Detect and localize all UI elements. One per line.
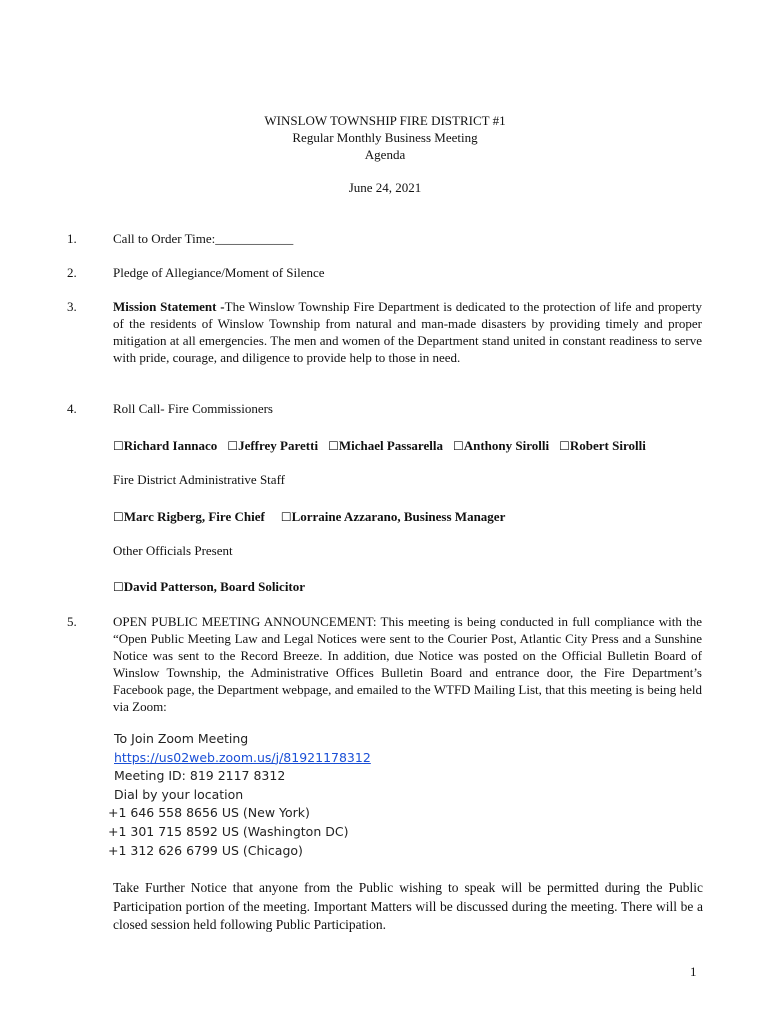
checkbox-icon[interactable]: ☐ (280, 510, 292, 524)
item-text: Pledge of Allegiance/Moment of Silence (113, 265, 325, 280)
official-entry[interactable]: ☐David Patterson, Board Solicitor (113, 579, 306, 594)
commissioner-entry[interactable]: ☐Anthony Sirolli (452, 438, 550, 453)
item-text: Roll Call- Fire Commissioners (113, 401, 273, 416)
zoom-details (108, 730, 371, 860)
checkbox-icon[interactable]: ☐ (113, 439, 124, 453)
public-participation-notice: Take Further Notice that anyone from the Public wishing to speak will be permitted during the Public Participation portion of the meeting. Important Matters will be discussed during the meeting. There will be a closed session held following Public Participation. (113, 880, 703, 932)
item-number: 3. (67, 299, 77, 314)
page-number: 1 (690, 964, 697, 979)
mission-text: The Winslow Township Fire Department is dedicated to the protection of life and property of the residents of Winslow Township from natural and man-made disasters by providing timely and proper mitigation at all emergencies. The men and women of the Department stand united in constant readiness to serve with pride, courage, and diligence to provide help to those in need. (113, 299, 702, 365)
checkbox-icon[interactable]: ☐ (113, 580, 124, 594)
officials-row (113, 578, 702, 596)
staff-entry[interactable]: ☐Marc Rigberg, Fire Chief (113, 509, 265, 524)
mission-lead: Mission Statement - (113, 299, 225, 314)
checkbox-icon[interactable]: ☐ (559, 439, 570, 453)
dial-in-number: +1 312 626 6799 US (Chicago) (108, 842, 303, 858)
meeting-date: June 24, 2021 (348, 180, 422, 195)
dial-in-number: +1 646 558 8656 US (New York) (108, 805, 310, 821)
commissioner-entry[interactable]: ☐Michael Passarella (328, 438, 443, 453)
staff-row (113, 508, 702, 526)
checkbox-icon[interactable]: ☐ (452, 439, 464, 453)
meeting-title: Regular Monthly Business Meeting (292, 130, 478, 145)
zoom-meeting-link[interactable]: https://us02web.zoom.us/j/81921178312 (114, 749, 371, 765)
zoom-dial-label: Dial by your location (114, 786, 244, 802)
officials-heading: Other Officials Present (113, 543, 233, 558)
zoom-meeting-id: Meeting ID: 819 2117 8312 (114, 768, 286, 784)
document-header (0, 112, 770, 163)
item-number: 5. (67, 614, 77, 629)
item-number: 2. (67, 265, 77, 280)
checkbox-icon[interactable]: ☐ (227, 439, 239, 453)
staff-entry[interactable]: ☐Lorraine Azzarano, Business Manager (280, 509, 506, 524)
checkbox-icon[interactable]: ☐ (328, 439, 339, 453)
commissioner-entry[interactable]: ☐Jeffrey Paretti (227, 438, 319, 453)
item-text: Call to Order Time:____________ (113, 231, 294, 246)
zoom-join-label: To Join Zoom Meeting (114, 731, 249, 746)
checkbox-icon[interactable]: ☐ (113, 510, 124, 524)
dial-in-number: +1 301 715 8592 US (Washington DC) (108, 823, 349, 839)
org-name: WINSLOW TOWNSHIP FIRE DISTRICT #1 (264, 113, 506, 128)
mission-statement (113, 298, 702, 366)
staff-heading: Fire District Administrative Staff (113, 472, 285, 487)
document-type: Agenda (364, 147, 406, 162)
item-number: 4. (67, 401, 77, 416)
commissioner-entry[interactable]: ☐Richard Iannaco (113, 438, 218, 453)
item-number: 1. (67, 231, 77, 246)
meeting-announcement: OPEN PUBLIC MEETING ANNOUNCEMENT: This meeting is being conducted in full compliance with the “Open Public Meeting Law and Legal Notices were sent to the Courier Post, Atlantic City Press and a Sunshine Notice was sent to the Record Breeze. In addition, due Notice was posted on the Official Bulletin Board of Winslow Township, the Administrative Offices Bulletin Board and entrance door, the Fire Department’s Facebook page, the Department webpage, and emailed to the WTFD Mailing List, that this meeting is being held via Zoom: (113, 614, 702, 714)
commissioner-row (113, 437, 702, 455)
commissioner-entry[interactable]: ☐Robert Sirolli (559, 438, 646, 453)
